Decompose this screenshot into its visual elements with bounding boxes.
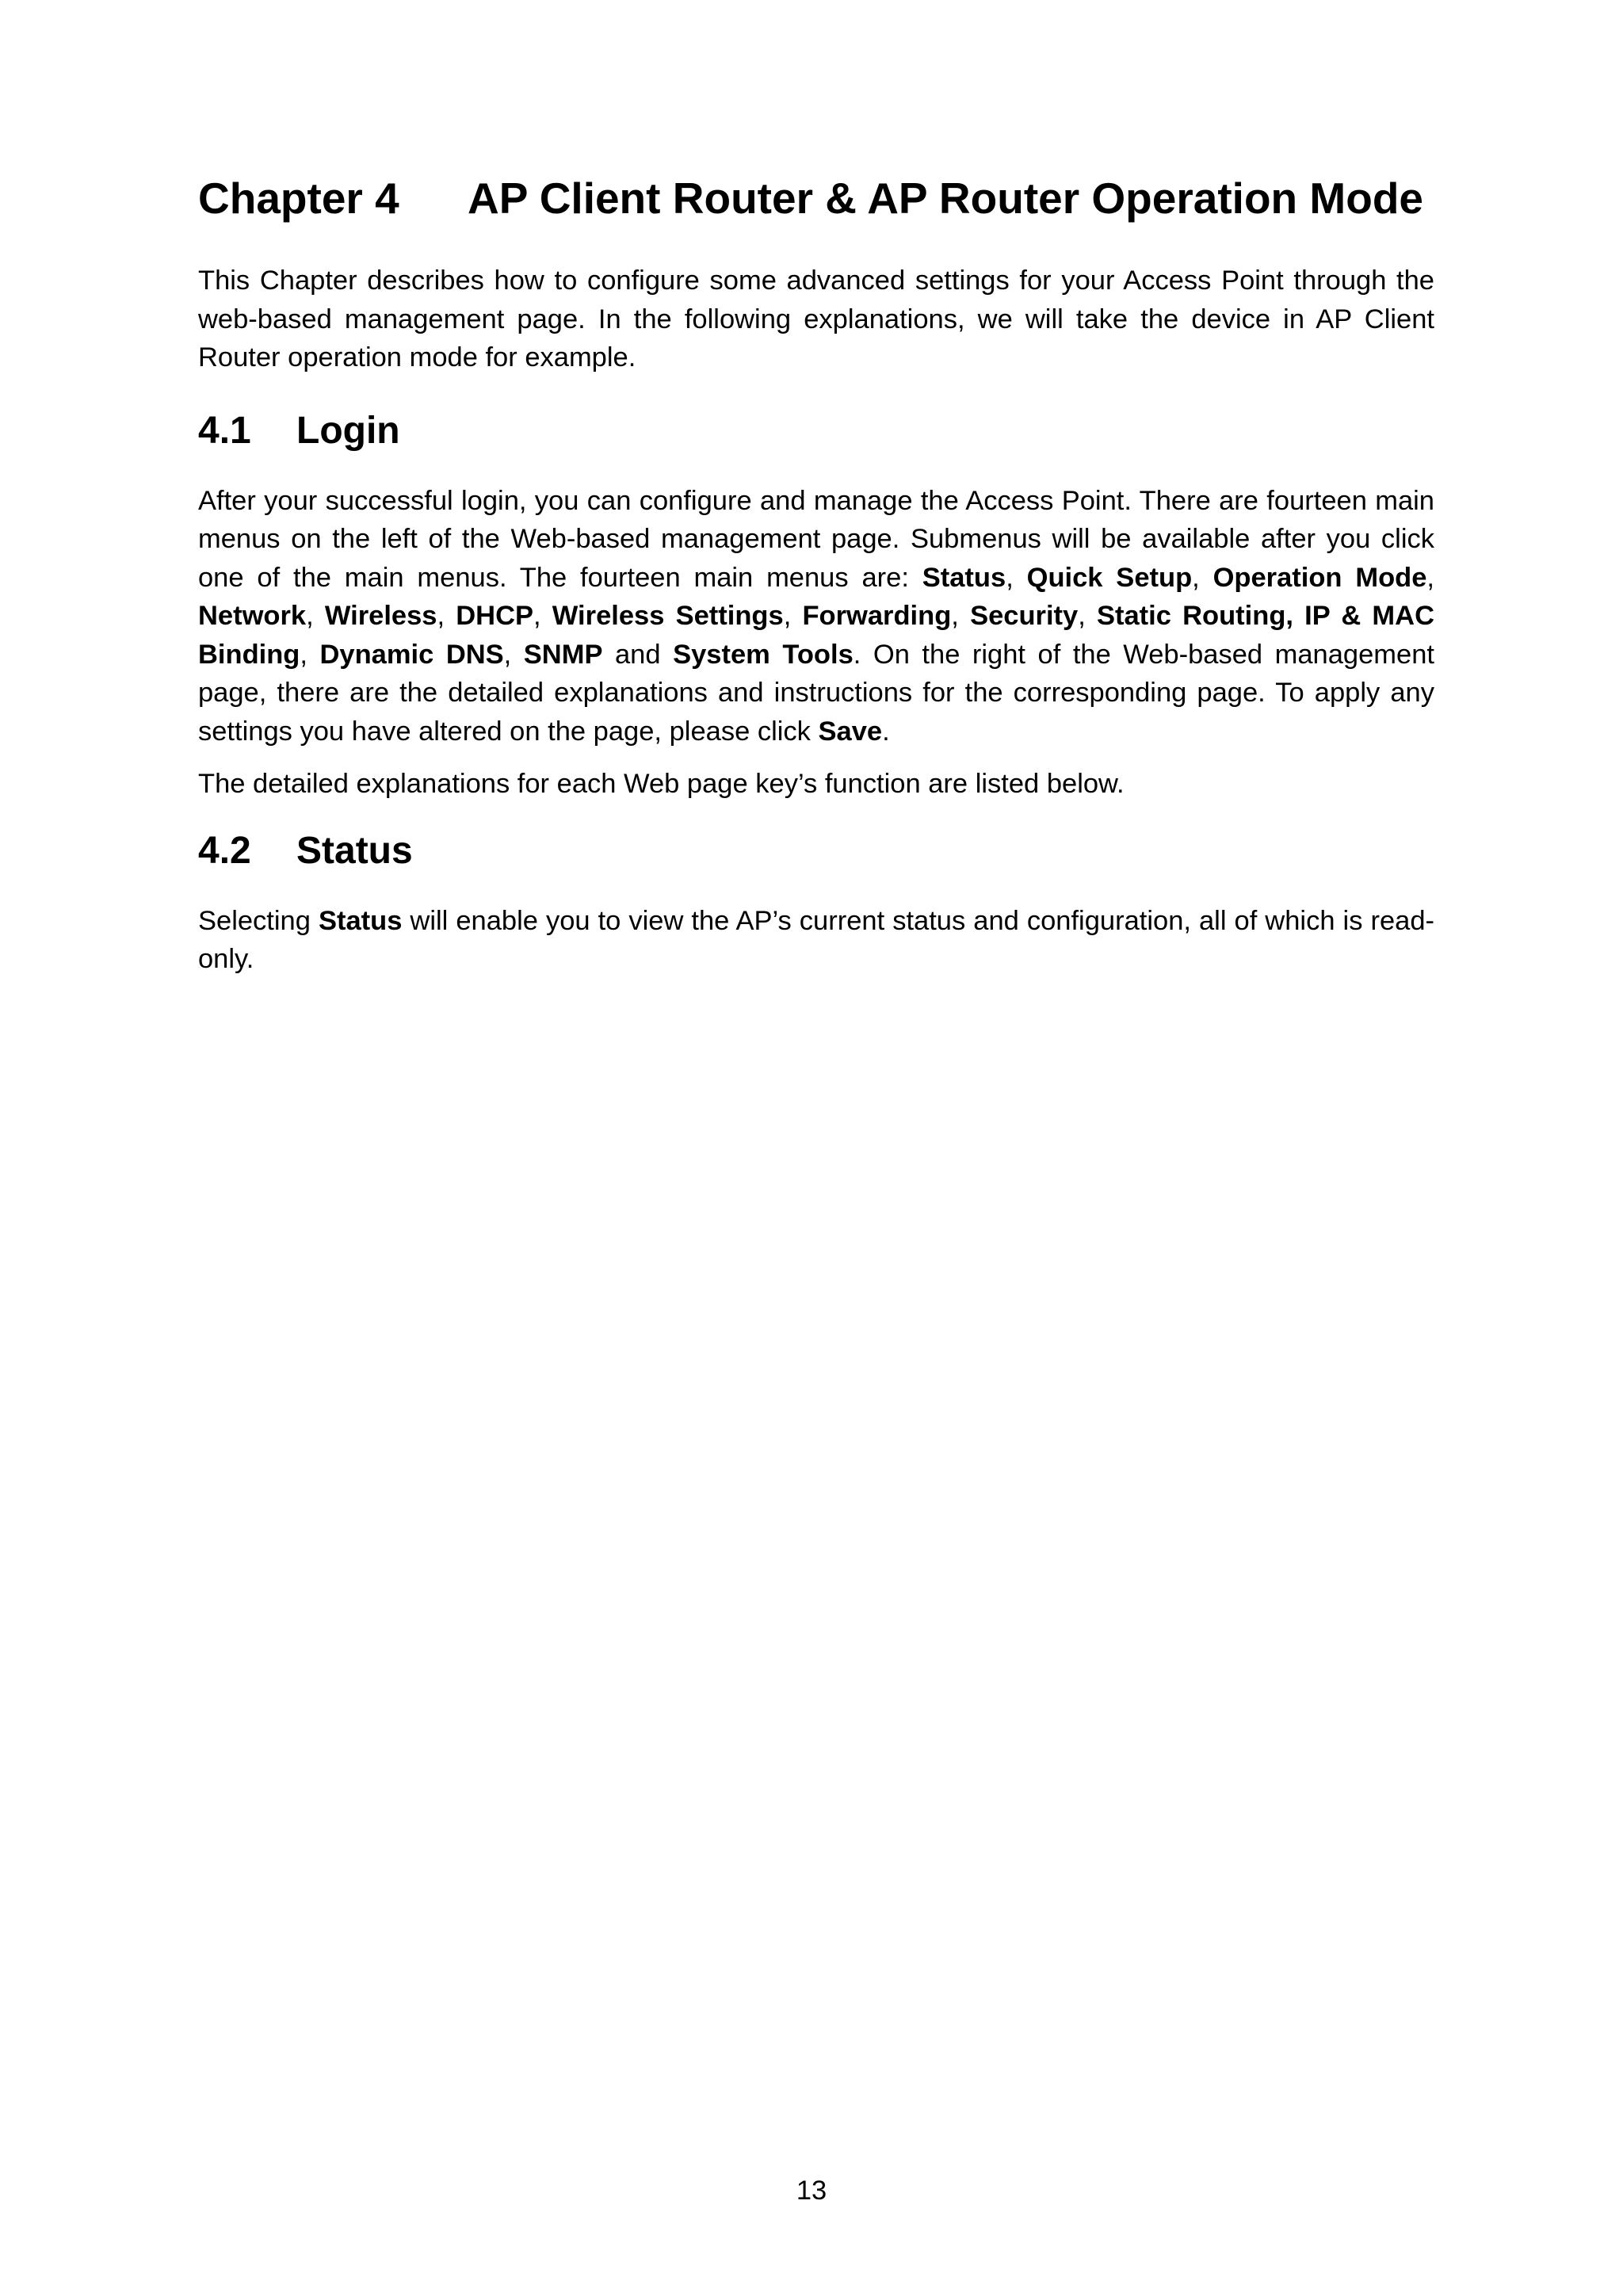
menu-name-system-tools: System Tools (673, 639, 854, 670)
chapter-intro-paragraph: This Chapter describes how to configure some advanced settings for your Access Point through the web-based management page. In the following explanations, we will take the device in AP Client Router operation mode for example. (198, 266, 1434, 372)
menu-name-static-routing: Static Routing, (1096, 601, 1293, 631)
chapter-number: Chapter 4 (198, 174, 399, 223)
document-page (198, 159, 1434, 979)
status-text-post: will enable you to view the AP’s current status and configuration, all of which is read-only. (198, 905, 1434, 974)
separator: , (1078, 601, 1097, 631)
login-text-continued: . On the right of the Web-based management page, there are the detailed explanations and instructions for the corresponding page. To apply any settings you have altered on the page, please click (198, 639, 1435, 747)
status-text-pre: Selecting (198, 905, 319, 936)
menu-name-dynamic-dns: Dynamic DNS (319, 639, 504, 670)
section-title: Login (296, 409, 400, 452)
menu-name-wireless-settings: Wireless Settings (552, 601, 784, 631)
section-number: 4.1 (198, 409, 251, 452)
menu-name-status: Status (922, 562, 1006, 593)
section-number: 4.2 (198, 829, 251, 872)
sentence-end: . (882, 716, 890, 747)
separator: , (306, 601, 325, 631)
menu-name-security: Security (970, 601, 1079, 631)
separator: , (533, 601, 552, 631)
separator: , (437, 601, 456, 631)
menu-name-quick-setup: Quick Setup (1026, 562, 1193, 593)
page-number: 13 (796, 2176, 827, 2206)
menu-name-ip-mac-binding: IP & MAC Binding (198, 601, 1434, 670)
separator: , (783, 601, 803, 631)
separator: , (300, 639, 320, 670)
menu-name-network: Network (198, 601, 307, 631)
section-title: Status (296, 829, 413, 872)
separator: , (951, 601, 971, 631)
separator: , (503, 639, 524, 670)
separator: , (1006, 562, 1027, 593)
status-keyword: Status (318, 905, 403, 936)
separator: , (1426, 562, 1435, 593)
menu-name-dhcp: DHCP (456, 601, 534, 631)
separator: and (602, 639, 674, 670)
menu-name-forwarding: Forwarding (802, 601, 952, 631)
chapter-title (198, 159, 1434, 238)
chapter-title-text: AP Client Router & AP Router Operation Mode (468, 174, 1424, 223)
section-heading-login (198, 399, 1434, 463)
login-paragraph (198, 482, 1434, 751)
menu-name-operation-mode: Operation Mode (1212, 562, 1427, 593)
detail-paragraph: The detailed explanations for each Web page key’s function are listed below. (198, 769, 1125, 799)
menu-name-snmp: SNMP (523, 639, 603, 670)
save-keyword: Save (818, 716, 883, 747)
status-paragraph (198, 902, 1434, 979)
separator: , (1192, 562, 1213, 593)
section-heading-status (198, 819, 1434, 883)
login-text-intro: After your successful login, you can configure and manage the Access Point. There are fourteen main menus on the left of the Web-based management page. Submenus will be available after you click one of the main menus. The fourteen main menus are: (198, 485, 1434, 593)
menu-name-wireless: Wireless (324, 601, 437, 631)
